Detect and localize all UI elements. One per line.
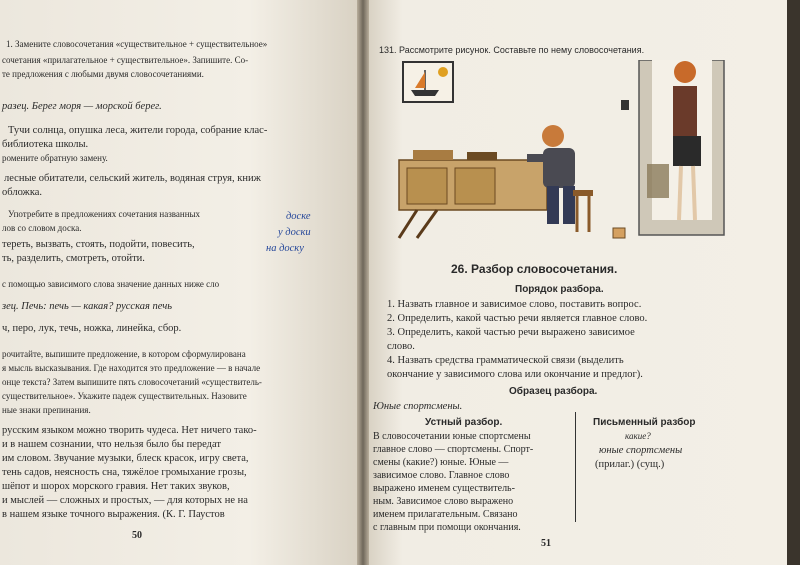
text-line: онце текста? Затем выпишите пять словосочетаний «существитель- bbox=[2, 377, 262, 387]
text-line: 1. Замените словосочетания «существительное + существительное» bbox=[6, 39, 268, 49]
oral-line: смены (какие?) юные. Юные — bbox=[373, 457, 509, 468]
order-title: Порядок разбора. bbox=[515, 284, 604, 295]
text-line: ч, перо, лук, течь, ножка, линейка, сбор. bbox=[2, 323, 182, 334]
step-2: 2. Определить, какой частью речи является главное слово. bbox=[387, 313, 648, 324]
page-number: 51 bbox=[541, 538, 551, 549]
text-line: зец. Печь: печь — какая? русская печь bbox=[2, 301, 173, 312]
text-line: обложка. bbox=[2, 187, 43, 198]
step-3: 3. Определить, какой частью речи выражено зависимое bbox=[387, 327, 635, 338]
text-line: в нашем языке точного выражения. (К. Г. Паустов bbox=[2, 509, 225, 520]
column-divider bbox=[575, 412, 576, 522]
text-line: ромените обратную замену. bbox=[2, 153, 108, 163]
oral-line: В словосочетании юные спортсмены bbox=[373, 431, 531, 442]
sample-phrase: Юные спортсмены. bbox=[373, 401, 463, 412]
text-line: и мыслей — сложных и простых, — для которых не на bbox=[2, 495, 248, 506]
written-parts: (прилаг.) (сущ.) bbox=[595, 459, 665, 470]
text-line: существительное». Укажите падеж существительных. Назовите bbox=[2, 391, 247, 401]
text-line: разец. Берег моря — морской берег. bbox=[2, 101, 162, 112]
written-phrase: юные спортсмены bbox=[599, 445, 683, 456]
text-line: Тучи солнца, опушка леса, жители города, собрание клас- bbox=[8, 125, 268, 136]
book-gutter bbox=[357, 0, 369, 565]
left-page bbox=[0, 0, 357, 565]
right-page bbox=[369, 0, 787, 565]
text-line: тень садов, неясность сна, тяжёлое громыхание грозы, bbox=[2, 467, 247, 478]
oral-title: Устный разбор. bbox=[425, 417, 503, 428]
text-line: я мысль высказывания. Где находится это предложение — в начале bbox=[2, 363, 261, 373]
step-4: 4. Назвать средства грамматической связи (выделить bbox=[387, 355, 624, 366]
section-title: 26. Разбор словосочетания. bbox=[451, 262, 618, 276]
step-1: 1. Назвать главное и зависимое слово, поставить вопрос. bbox=[387, 299, 642, 310]
text-line: рочитайте, выпишите предложение, в котором сформулирована bbox=[2, 349, 246, 359]
text-line: лесные обитатели, сельский житель, водяная струя, книж bbox=[4, 173, 261, 184]
exercise-131: 131. Рассмотрите рисунок. Составьте по нему словосочетания. bbox=[379, 45, 645, 55]
step-3-cont: слово. bbox=[387, 341, 415, 352]
text-line: ть, разделить, смотреть, отойти. bbox=[2, 253, 145, 264]
oral-line: выражено именем существитель- bbox=[373, 483, 515, 494]
text-line: русским языком можно творить чудеса. Нет ничего тако- bbox=[2, 425, 257, 436]
oral-line: зависимое слово. Главное слово bbox=[373, 470, 510, 481]
book-edge bbox=[787, 0, 800, 565]
text-line: библиотека школы. bbox=[2, 139, 89, 150]
sample-title: Образец разбора. bbox=[509, 386, 598, 397]
margin-note: у доски bbox=[278, 227, 311, 238]
text-line: и в нашем сознании, что нельзя было бы передат bbox=[2, 439, 221, 450]
oral-line: именем прилагательным. Связано bbox=[373, 509, 518, 520]
step-4-cont: окончание у зависимого слова или окончание и предлог). bbox=[387, 369, 643, 380]
text-line: ные знаки препинания. bbox=[2, 405, 91, 415]
oral-line: главное слово — спортсмены. Спорт- bbox=[373, 444, 534, 455]
text-line: Употребите в предложениях сочетания названных bbox=[8, 209, 201, 219]
oral-line: ным. Зависимое слово выражено bbox=[373, 496, 514, 507]
text-line: шёпот и шорох морского гравия. Нет таких звуков, bbox=[2, 481, 230, 492]
text-line: тереть, вызвать, стоять, подойти, повесить, bbox=[2, 239, 195, 250]
text-line: им словом. Звучание музыки, блеск красок, игру света, bbox=[2, 453, 249, 464]
text-line: лов со словом доска. bbox=[2, 223, 82, 233]
page-number: 50 bbox=[132, 530, 142, 541]
written-question: какие? bbox=[625, 431, 651, 441]
text-line: те предложения с любыми двумя словосочетаниями. bbox=[2, 69, 204, 79]
classroom-illustration bbox=[377, 60, 777, 250]
text-line: сочетания «прилагательное + существительное». Запишите. Со- bbox=[2, 55, 249, 65]
written-title: Письменный разбор bbox=[593, 417, 696, 428]
text-line: с помощью зависимого слова значение данных ниже сло bbox=[2, 279, 220, 289]
margin-note: доске bbox=[286, 211, 311, 222]
margin-note: на доску bbox=[266, 243, 304, 254]
oral-line: с главным при помощи окончания. bbox=[373, 522, 521, 533]
